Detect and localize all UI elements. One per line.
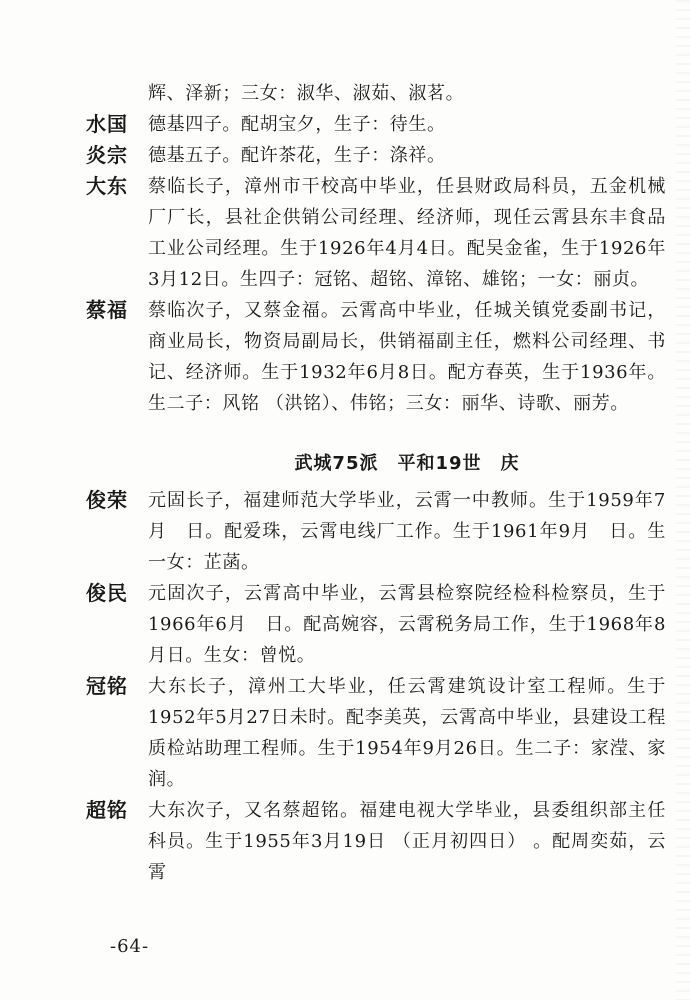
continuation-line: 辉、泽新；三女：淑华、淑茹、淑茗。 xyxy=(148,83,465,104)
entry-name: 大东 xyxy=(86,174,128,198)
entry-dadong xyxy=(86,171,666,295)
entry-name: 俊民 xyxy=(86,581,128,605)
entry-guanming xyxy=(86,671,666,795)
entry-name: 水国 xyxy=(86,112,128,136)
entry-text: 元固长子，福建师范大学毕业，云霄一中教师。生于1959年7月 日。配爱珠，云霄电线厂工作。生于1961年9月 日。生一女：芷菡。 xyxy=(148,490,666,573)
entry-text: 大东次子，又名蔡超铭。福建电视大学毕业，县委组织部主任科员。生于1955年3月19日 （正月初四日） 。配周奕茹，云霄 xyxy=(148,800,666,883)
entry-text: 元固次子，云霄高中毕业，云霄县检察院经检科检察员，生于1966年6月 日。配高婉容，云霄税务局工作，生于1968年8月日。生女：曾悦。 xyxy=(148,583,666,666)
entry-text: 蔡临次子，又蔡金福。云霄高中毕业，任城关镇党委副书记，商业局长，物资局副局长，供销福副主任，燃料公司经理、书记、经济师。生于1932年6月8日。配方春英，生于1936年。生二子：风铭 （洪铭）、伟铭；三女：丽华、诗歌、丽芳。 xyxy=(148,300,666,414)
entry-text: 蔡临长子，漳州市干校高中毕业，任县财政局科员，五金机械厂厂长，县社企供销公司经理、经济师，现任云霄县东丰食品工业公司经理。生于1926年4月4日。配吴金雀，生于1926年3月12日。生四子：冠铭、超铭、漳铭、雄铭；一女：丽贞。 xyxy=(148,176,666,290)
entry-caifu xyxy=(86,295,666,419)
entry-name: 冠铭 xyxy=(86,674,128,698)
entry-text: 大东长子，漳州工大毕业，任云霄建筑设计室工程师。生于1952年5月27日未时。配李美英，云霄高中毕业，县建设工程质检站助理工程师。生于1954年9月26日。生二子：家滢、家润。 xyxy=(148,676,666,790)
scan-edge xyxy=(676,0,690,1000)
section-heading: 武城75派 平和19世 庆 xyxy=(294,453,520,474)
entry-name: 炎宗 xyxy=(86,143,128,167)
entry-chaoming xyxy=(86,795,666,888)
genealogy-content xyxy=(86,78,666,888)
entry-junrong xyxy=(86,485,666,578)
entry-text: 德基五子。配许茶花，生子：涤祥。 xyxy=(148,145,446,166)
entry-shuiguo xyxy=(86,109,666,140)
entry-text: 德基四子。配胡宝夕，生子：待生。 xyxy=(148,114,446,135)
entry-name: 俊荣 xyxy=(86,488,128,512)
entry-name: 超铭 xyxy=(86,798,128,822)
entry-yanzong xyxy=(86,140,666,171)
entry-name: 蔡福 xyxy=(86,298,128,322)
page-number: -64- xyxy=(110,936,150,957)
entry-junmin xyxy=(86,578,666,671)
